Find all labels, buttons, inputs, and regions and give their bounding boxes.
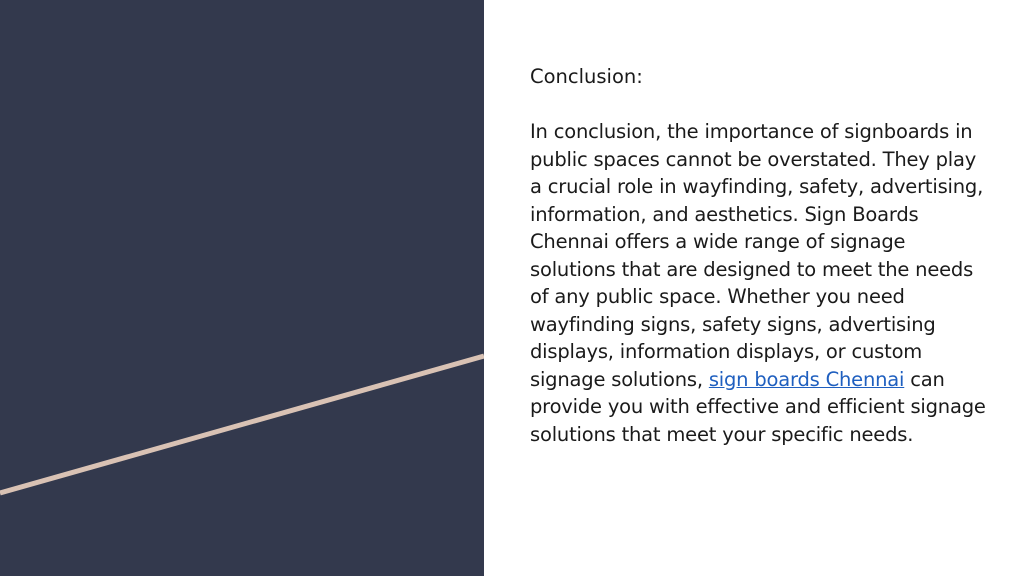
slide-heading: Conclusion: [530, 65, 643, 88]
decorative-panel [0, 0, 484, 576]
paragraph-text-end: can provide you with effective and efficient signage solutions that meet your specific needs. [530, 367, 986, 446]
sign-boards-chennai-link[interactable]: sign boards Chennai [708, 367, 905, 391]
conclusion-paragraph [530, 118, 990, 448]
conclusion-text-block [530, 63, 990, 448]
diagonal-stripe-graphic [0, 0, 484, 576]
paragraph-text-start: In conclusion, the importance of signboards in public spaces cannot be overstated. They play a crucial role in wayfinding, safety, advertising, information, and aesthetics. Sign Boards Chennai offers a wide range of signage solutions that are designed to meet the needs of any public space. Whether you need wayfinding signs, safety signs, advertising displays, information displays, or custom signage solutions, [530, 120, 984, 391]
panel-background [0, 0, 484, 576]
